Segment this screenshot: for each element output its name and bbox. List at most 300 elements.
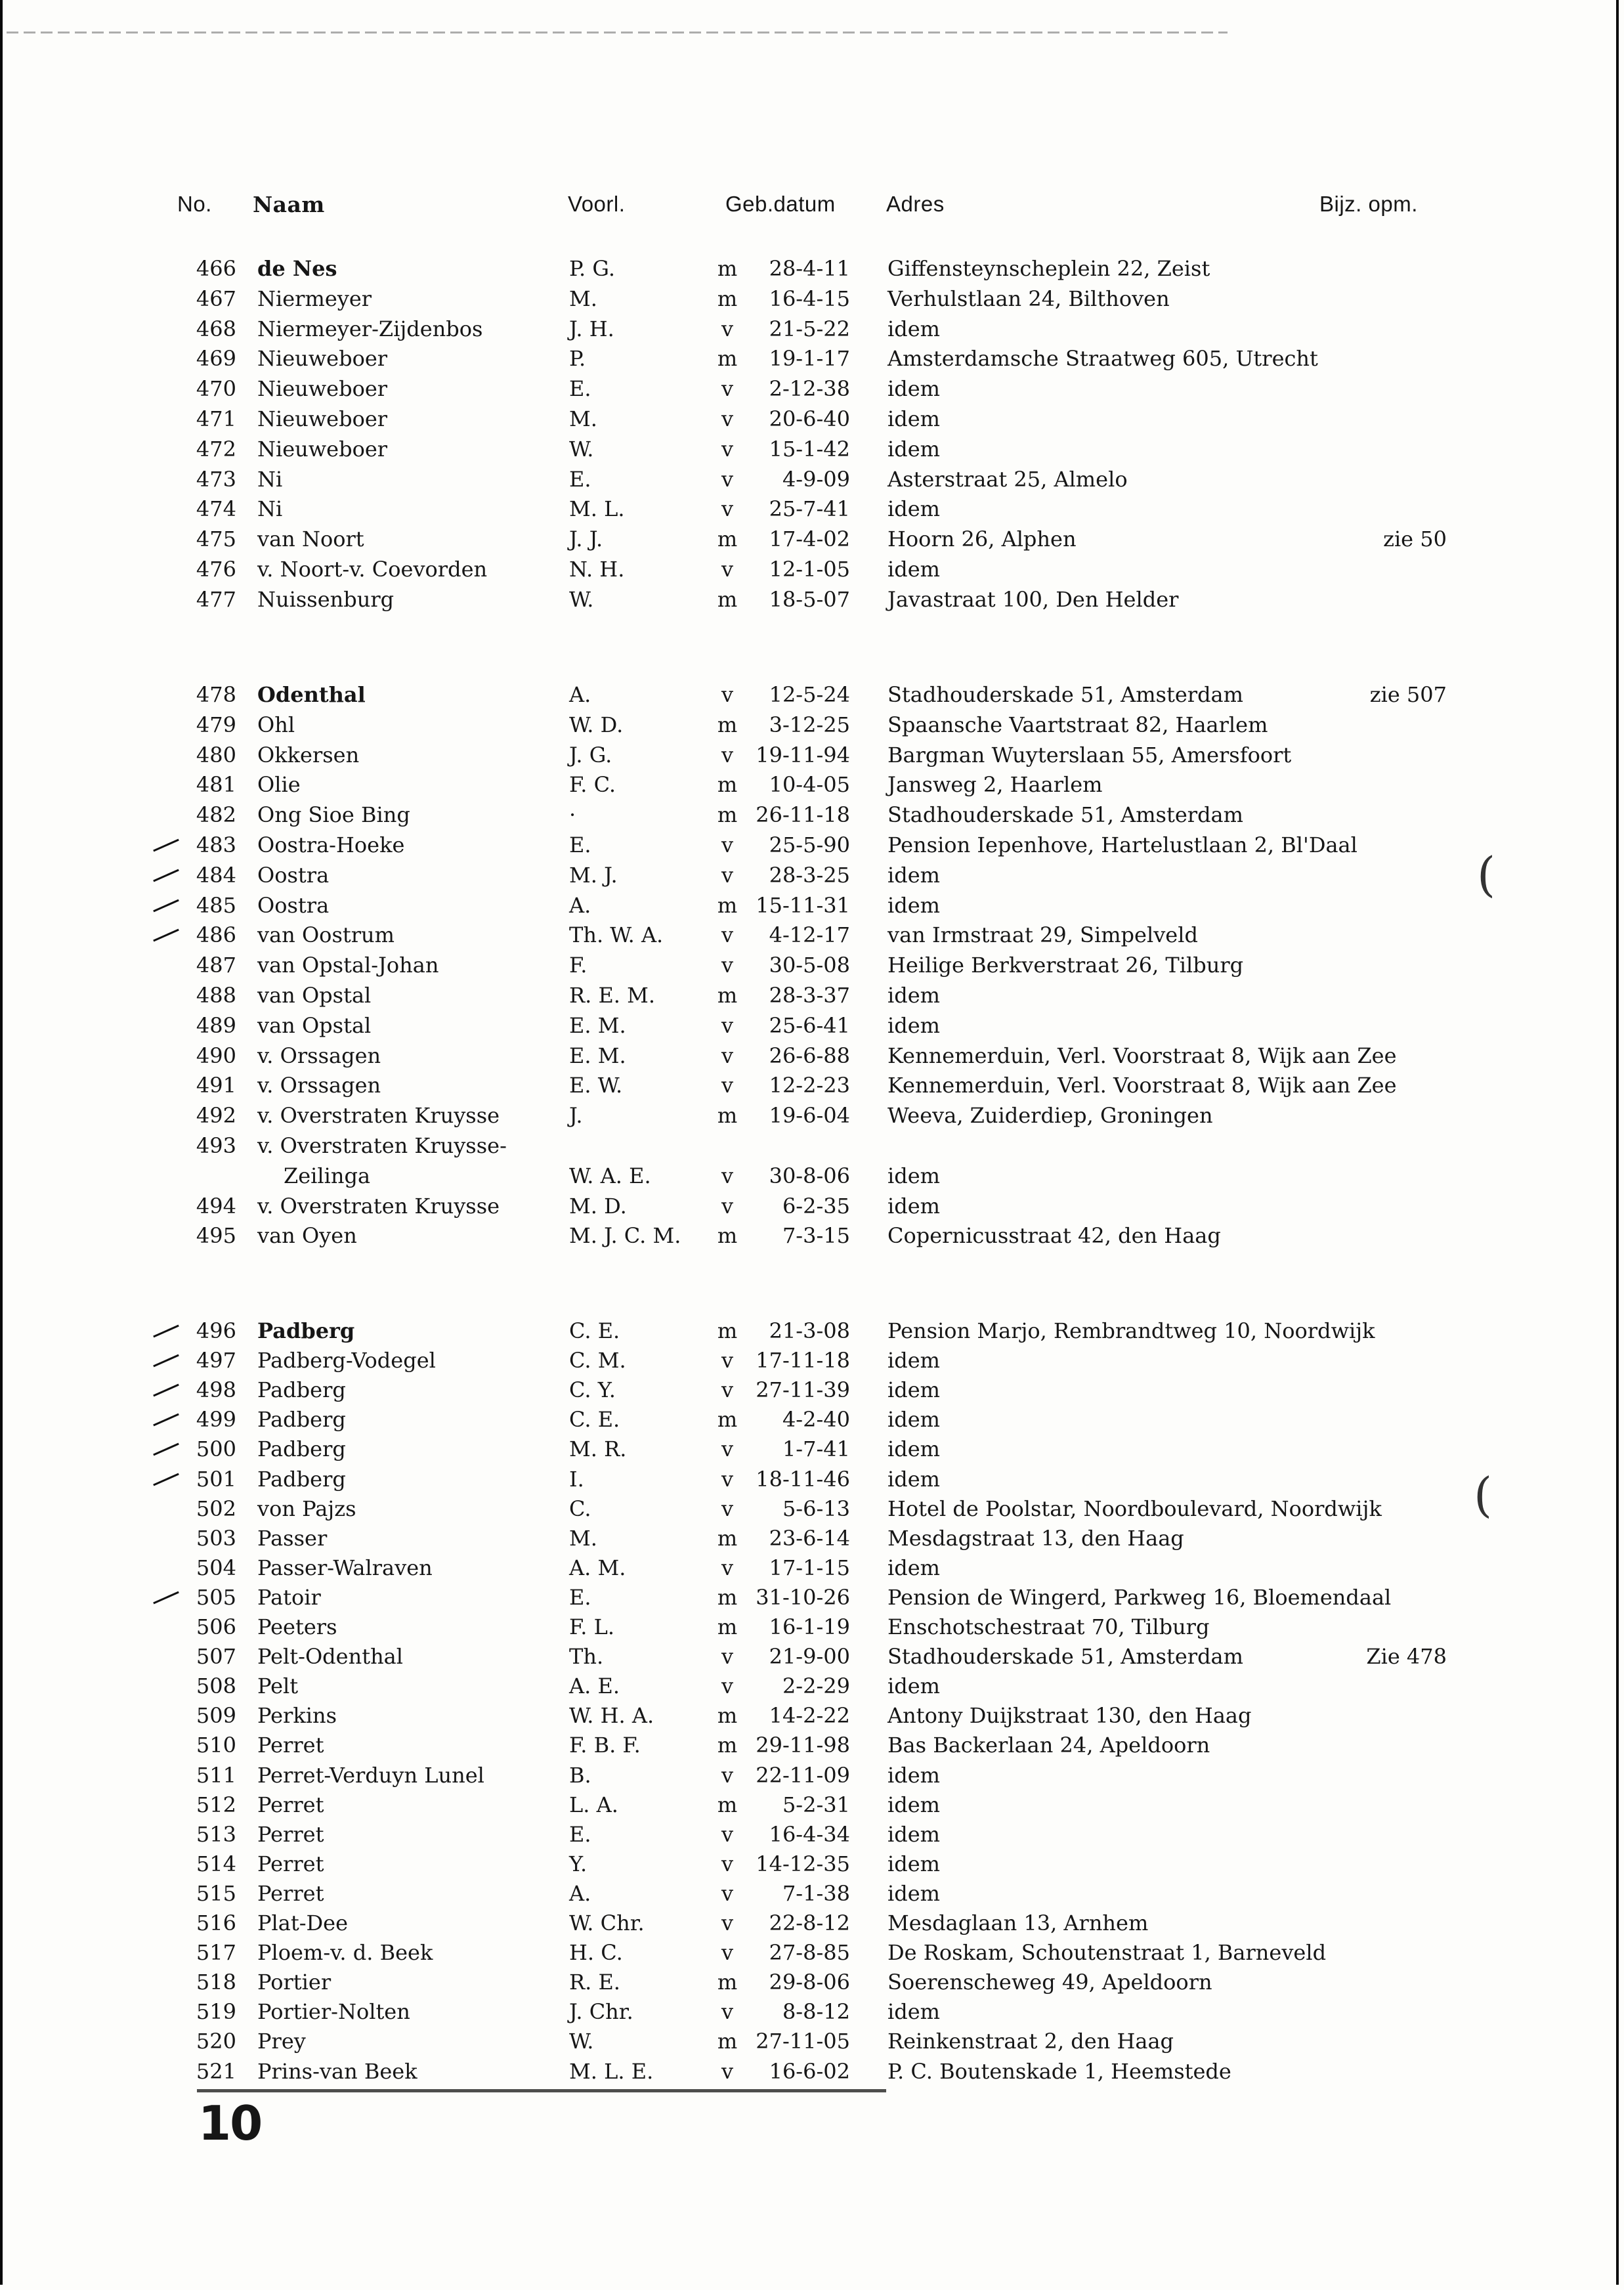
cell-voorl: P. [569,346,586,372]
cell-adres: Antony Duijkstraat 130, den Haag [887,1703,1252,1729]
cell-dat: 16-4-34 [769,1821,850,1847]
cell-naam: Nieuweboer [257,436,388,462]
header-no: No. [177,192,212,216]
cell-adres: Hoorn 26, Alphen [887,527,1077,552]
cell-adres: idem [887,557,940,582]
header-gebdatum: Geb.datum [725,192,836,216]
cell-dat: 25-6-41 [769,1012,850,1038]
cell-dat: 15-11-31 [756,892,850,918]
cell-dat: 28-3-37 [769,983,850,1008]
cell-no: 484 [196,862,236,888]
cell-naam: Padberg [257,1466,346,1492]
cell-voorl: L. A. [569,1792,618,1817]
cell-naam: Nieuweboer [257,376,388,402]
cell-g: v [721,1644,734,1670]
cell-no: 492 [196,1103,236,1129]
cell-voorl: M. [569,286,597,311]
cell-dat: 5-2-31 [782,1792,850,1817]
cell-g: v [721,1193,734,1219]
cell-g: v [721,832,734,857]
cell-no: 496 [196,1318,236,1343]
cell-adres: idem [887,1555,940,1580]
cell-naam: Oostra [257,892,330,918]
cell-g: v [721,953,734,978]
cell-no: 514 [196,1851,236,1876]
cell-naam: Padberg [257,1377,346,1403]
cell-dat: 22-8-12 [769,1911,850,1935]
cell-g: v [721,1880,734,1906]
cell-no: 518 [196,1970,236,1995]
cell-g: v [721,1851,734,1876]
cell-g: v [721,922,734,948]
cell-g: v [721,1377,734,1403]
table-row [0,1937,1624,1968]
cell-naam: van Noort [257,527,364,552]
cell-voorl: E. [569,832,591,857]
cell-g: v [721,1496,734,1521]
cell-adres: idem [887,892,940,918]
cell-naam: Ni [257,496,283,522]
cell-g: v [721,1043,734,1068]
table-row [0,1878,1624,1909]
cell-adres: Bas Backerlaan 24, Apeldoorn [887,1733,1210,1758]
table-row [0,464,1624,494]
cell-naam: Okkersen [257,742,360,767]
cell-naam: Ong Sioe Bing [257,802,410,828]
cell-adres: Stadhouderskade 51, Amsterdam [887,1644,1243,1670]
cell-no: 505 [196,1584,236,1610]
cell-naam: Oostra [257,862,330,888]
cell-dat: 16-1-19 [769,1614,850,1639]
cell-dat: 26-6-88 [769,1043,850,1068]
cell-voorl: E. M. [569,1012,626,1038]
cell-g: v [721,1821,734,1847]
table-row [0,1730,1624,1760]
table-row [0,1819,1624,1849]
cell-naam: Padberg [257,1318,355,1343]
table-row [0,1191,1624,1221]
cell-g: v [721,862,734,888]
header-bijz-opm: Bijz. opm. [1319,192,1418,216]
cell-no: 510 [196,1733,236,1758]
cell-voorl: M. R. [569,1437,627,1462]
cell-voorl: C. E. [569,1318,620,1343]
cell-dat: 3-12-25 [769,712,850,737]
cell-dat: 17-4-02 [769,527,850,552]
cell-voorl: W. A. E. [569,1163,651,1188]
table-row [0,1221,1624,1251]
cell-naam: Perret-Verduyn Lunel [257,1762,484,1788]
table-row [0,1523,1624,1553]
cell-dat: 30-5-08 [769,953,850,978]
cell-dat: 27-8-85 [769,1940,850,1966]
cell-g: m [717,892,738,918]
cell-no: 521 [196,2058,236,2084]
cell-naam: Peeters [257,1614,337,1639]
cell-dat: 17-11-18 [756,1348,850,1373]
table-row [0,1131,1624,1161]
table-row [0,253,1624,284]
cell-adres: idem [887,1377,940,1403]
cell-adres: Bargman Wuyterslaan 55, Amersfoort [887,742,1292,767]
cell-adres: Stadhouderskade 51, Amsterdam [887,802,1243,828]
cell-dat: 21-5-22 [769,316,850,341]
cell-naam: Portier-Nolten [257,1999,410,2025]
cell-voorl: M. L. E. [569,2058,654,2084]
cell-naam: von Pajzs [257,1496,356,1521]
cell-adres: idem [887,1193,940,1219]
table-row [0,980,1624,1010]
cell-voorl: C. E. [569,1407,620,1433]
cell-adres: idem [887,1792,940,1817]
table-row [0,1161,1624,1191]
cell-g: m [717,1970,738,1995]
cell-naam: Perret [257,1821,324,1847]
cell-voorl: W. Chr. [569,1911,645,1935]
cell-g: v [721,436,734,462]
table-row [0,1967,1624,1997]
cell-adres: Hotel de Poolstar, Noordboulevard, Noordwijk [887,1496,1382,1521]
cell-g: v [721,557,734,582]
cell-adres: idem [887,1880,940,1906]
cell-dat: 19-6-04 [769,1103,850,1129]
cell-g: v [721,406,734,431]
cell-naam: Zeilinga [284,1163,371,1188]
cell-naam: Olie [257,772,301,798]
cell-g: m [717,2029,738,2054]
cell-g: v [721,1163,734,1188]
cell-voorl: E. [569,1584,591,1610]
cell-voorl: E. [569,466,591,492]
cell-no: 515 [196,1880,236,1906]
cell-g: m [717,1614,738,1639]
cell-g: m [717,802,738,828]
cell-naam: Patoir [257,1584,321,1610]
cell-voorl: J. Chr. [569,1999,633,2025]
header-naam: Naam [253,192,325,217]
cell-adres: Pension Marjo, Rembrandtweg 10, Noordwijk [887,1318,1375,1343]
cell-voorl: F. L. [569,1614,614,1639]
cell-naam: Perret [257,1792,324,1817]
cell-dat: 1-7-41 [782,1437,850,1462]
cell-g: m [717,1584,738,1610]
cell-adres: idem [887,316,940,341]
table-row [0,584,1624,615]
cell-adres: idem [887,1821,940,1847]
cell-no: 487 [196,953,236,978]
cell-adres: idem [887,1762,940,1788]
cell-naam: de Nes [257,256,337,281]
cell-naam: Padberg [257,1407,346,1433]
cell-no: 500 [196,1437,236,1462]
cell-adres: Weeva, Zuiderdiep, Groningen [887,1103,1213,1129]
cell-voorl: J. H. [569,316,614,341]
table-row [0,1404,1624,1435]
cell-dat: 27-11-05 [756,2029,850,2054]
cell-no: 494 [196,1193,236,1219]
cell-dat: 20-6-40 [769,406,850,431]
cell-voorl: Y. [569,1851,588,1876]
cell-dat: 5-6-13 [782,1496,850,1521]
cell-no: 513 [196,1821,236,1847]
cell-naam: Perkins [257,1703,337,1729]
cell-voorl: F. B. F. [569,1733,641,1758]
cell-voorl: M. D. [569,1193,627,1219]
cell-adres: Enschotschestraat 70, Tilburg [887,1614,1210,1639]
cell-g: v [721,742,734,767]
cell-no: 504 [196,1555,236,1580]
cell-no: 489 [196,1012,236,1038]
cell-adres: idem [887,1163,940,1188]
cell-adres: Kennemerduin, Verl. Voorstraat 8, Wijk aan Zee [887,1073,1397,1098]
table-row [0,830,1624,860]
cell-naam: Ohl [257,712,295,737]
cell-naam: Pelt [257,1674,299,1699]
cell-dat: 25-5-90 [769,832,850,857]
margin-mark: ( [1474,1467,1493,1523]
cell-no: 483 [196,832,236,857]
cell-adres: Asterstraat 25, Almelo [887,466,1128,492]
cell-adres: Verhulstlaan 24, Bilthoven [887,286,1170,311]
cell-naam: Pelt-Odenthal [257,1644,403,1670]
cell-adres: idem [887,436,940,462]
cell-adres: idem [887,983,940,1008]
cell-no: 476 [196,557,236,582]
cell-dat: 28-4-11 [769,256,850,281]
cell-g: m [717,286,738,311]
table-row [0,1100,1624,1131]
table-row [0,404,1624,434]
table-row [0,434,1624,464]
cell-no: 469 [196,346,236,372]
table-row [0,1760,1624,1790]
cell-voorl: M. [569,406,597,431]
cell-voorl: W. H. A. [569,1703,654,1729]
bottom-rule [197,2089,886,2092]
table-row [0,1582,1624,1612]
cell-voorl: A. [569,682,591,707]
cell-dat: 6-2-35 [782,1193,850,1219]
cell-no: 490 [196,1043,236,1068]
cell-dat: 8-8-12 [782,1999,850,2025]
cell-naam: Passer-Walraven [257,1555,433,1580]
table-row [0,284,1624,314]
margin-mark: ( [1477,847,1496,902]
cell-naam: van Oyen [257,1223,357,1249]
cell-adres: idem [887,496,940,522]
cell-voorl: N. H. [569,557,625,582]
cell-adres: idem [887,1437,940,1462]
cell-voorl: W. [569,436,594,462]
cell-voorl: F. [569,953,588,978]
cell-dat: 21-9-00 [769,1644,850,1670]
table-row [0,920,1624,950]
cell-no: 519 [196,1999,236,2025]
cell-naam: Passer [257,1525,328,1551]
cell-adres: P. C. Boutenskade 1, Heemstede [887,2058,1231,2084]
cell-dat: 7-3-15 [782,1223,850,1249]
cell-dat: 26-11-18 [756,802,850,828]
cell-naam: Perret [257,1733,324,1758]
cell-naam: Portier [257,1970,331,1995]
table-row [0,1908,1624,1938]
cell-dat: 17-1-15 [769,1555,850,1580]
table-row [0,890,1624,920]
cell-voorl: J. G. [569,742,612,767]
cell-adres: idem [887,1012,940,1038]
cell-voorl: W. [569,586,594,612]
cell-adres: Spaansche Vaartstraat 82, Haarlem [887,712,1268,737]
table-row [0,1345,1624,1375]
cell-g: m [717,1103,738,1129]
cell-adres: idem [887,406,940,431]
cell-voorl: A. [569,892,591,918]
cell-voorl: A. E. [569,1674,620,1699]
cell-voorl: R. E. [569,1970,620,1995]
cell-no: 516 [196,1911,236,1935]
cell-adres: Soerenscheweg 49, Apeldoorn [887,1970,1212,1995]
cell-no: 520 [196,2029,236,2054]
cell-naam: Nieuweboer [257,346,388,372]
cell-dat: 18-5-07 [769,586,850,612]
cell-naam: v. Overstraten Kruysse- [257,1133,507,1158]
cell-voorl: E. W. [569,1073,623,1098]
cell-g: m [717,983,738,1008]
cell-g: v [721,1437,734,1462]
table-row [0,680,1624,710]
cell-voorl: M. [569,1525,597,1551]
cell-voorl: W. [569,2029,594,2054]
cell-no: 497 [196,1348,236,1373]
cell-no: 475 [196,527,236,552]
cell-opm: zie 507 [1369,682,1447,707]
cell-dat: 25-7-41 [769,496,850,522]
cell-voorl: E. [569,1821,591,1847]
cell-naam: Ni [257,466,283,492]
cell-dat: 28-3-25 [769,862,850,888]
table-row [0,2026,1624,2056]
table-row [0,494,1624,524]
cell-g: m [717,1407,738,1433]
cell-naam: Prins-van Beek [257,2058,417,2084]
cell-naam: v. Orssagen [257,1043,381,1068]
table-row [0,1700,1624,1731]
cell-g: v [721,1911,734,1935]
cell-adres: Pension de Wingerd, Parkweg 16, Bloemendaal [887,1584,1392,1610]
cell-g: m [717,1703,738,1729]
table-row [0,800,1624,830]
cell-adres: Amsterdamsche Straatweg 605, Utrecht [887,346,1318,372]
cell-naam: Nuissenburg [257,586,395,612]
cell-no: 501 [196,1466,236,1492]
cell-naam: Ploem-v. d. Beek [257,1940,433,1966]
cell-no: 485 [196,892,236,918]
cell-voorl: C. M. [569,1348,626,1373]
cell-no: 506 [196,1614,236,1639]
cell-no: 468 [196,316,236,341]
cell-g: m [717,712,738,737]
cell-adres: idem [887,862,940,888]
cell-no: 499 [196,1407,236,1433]
cell-no: 509 [196,1703,236,1729]
table-row [0,1316,1624,1346]
cell-no: 508 [196,1674,236,1699]
cell-naam: Padberg [257,1437,346,1462]
cell-no: 471 [196,406,236,431]
table-row [0,1671,1624,1701]
cell-g: v [721,496,734,522]
cell-g: m [717,527,738,552]
page-number: 10 [198,2096,262,2151]
cell-dat: 2-2-29 [782,1674,850,1699]
cell-g: v [721,376,734,402]
cell-dat: 2-12-38 [769,376,850,402]
cell-naam: v. Overstraten Kruysse [257,1103,500,1129]
cell-g: v [721,1940,734,1966]
cell-adres: van Irmstraat 29, Simpelveld [887,922,1198,948]
cell-g: v [721,1999,734,2025]
table-row [0,1010,1624,1041]
cell-dat: 21-3-08 [769,1318,850,1343]
cell-dat: 12-2-23 [769,1073,850,1098]
cell-adres: Pension Iepenhove, Hartelustlaan 2, Bl'Daal [887,832,1357,857]
cell-voorl: I. [569,1466,584,1492]
cell-g: v [721,1762,734,1788]
cell-naam: v. Orssagen [257,1073,381,1098]
cell-voorl: R. E. M. [569,983,656,1008]
table-row [0,950,1624,980]
cell-dat: 31-10-26 [756,1584,850,1610]
cell-no: 473 [196,466,236,492]
cell-naam: Perret [257,1851,324,1876]
cell-no: 466 [196,256,236,281]
cell-adres: Kennemerduin, Verl. Voorstraat 8, Wijk aan Zee [887,1043,1397,1068]
cell-no: 507 [196,1644,236,1670]
cell-g: m [717,1318,738,1343]
cell-g: m [717,346,738,372]
cell-dat: 16-6-02 [769,2058,850,2084]
cell-g: m [717,1223,738,1249]
cell-no: 486 [196,922,236,948]
cell-adres: Copernicusstraat 42, den Haag [887,1223,1221,1249]
cell-adres: Reinkenstraat 2, den Haag [887,2029,1174,2054]
cell-dat: 10-4-05 [769,772,850,798]
cell-dat: 29-8-06 [769,1970,850,1995]
cell-voorl: Th. W. A. [569,922,664,948]
cell-no: 517 [196,1940,236,1966]
table-row [0,1434,1624,1464]
table-row [0,1041,1624,1071]
table-row [0,554,1624,584]
cell-g: m [717,1733,738,1758]
cell-naam: v. Noort-v. Coevorden [257,557,488,582]
cell-voorl: A. [569,1880,591,1906]
cell-dat: 29-11-98 [756,1733,850,1758]
cell-g: m [717,256,738,281]
cell-g: v [721,1073,734,1098]
table-row [0,1375,1624,1405]
table-row [0,1997,1624,2027]
cell-naam: Niermeyer-Zijdenbos [257,316,483,341]
cell-g: v [721,466,734,492]
cell-no: 479 [196,712,236,737]
cell-naam: van Opstal-Johan [257,953,439,978]
cell-no: 495 [196,1223,236,1249]
cell-dat: 22-11-09 [756,1762,850,1788]
cell-naam: van Opstal [257,983,372,1008]
cell-no: 467 [196,286,236,311]
cell-voorl: · [569,802,576,828]
